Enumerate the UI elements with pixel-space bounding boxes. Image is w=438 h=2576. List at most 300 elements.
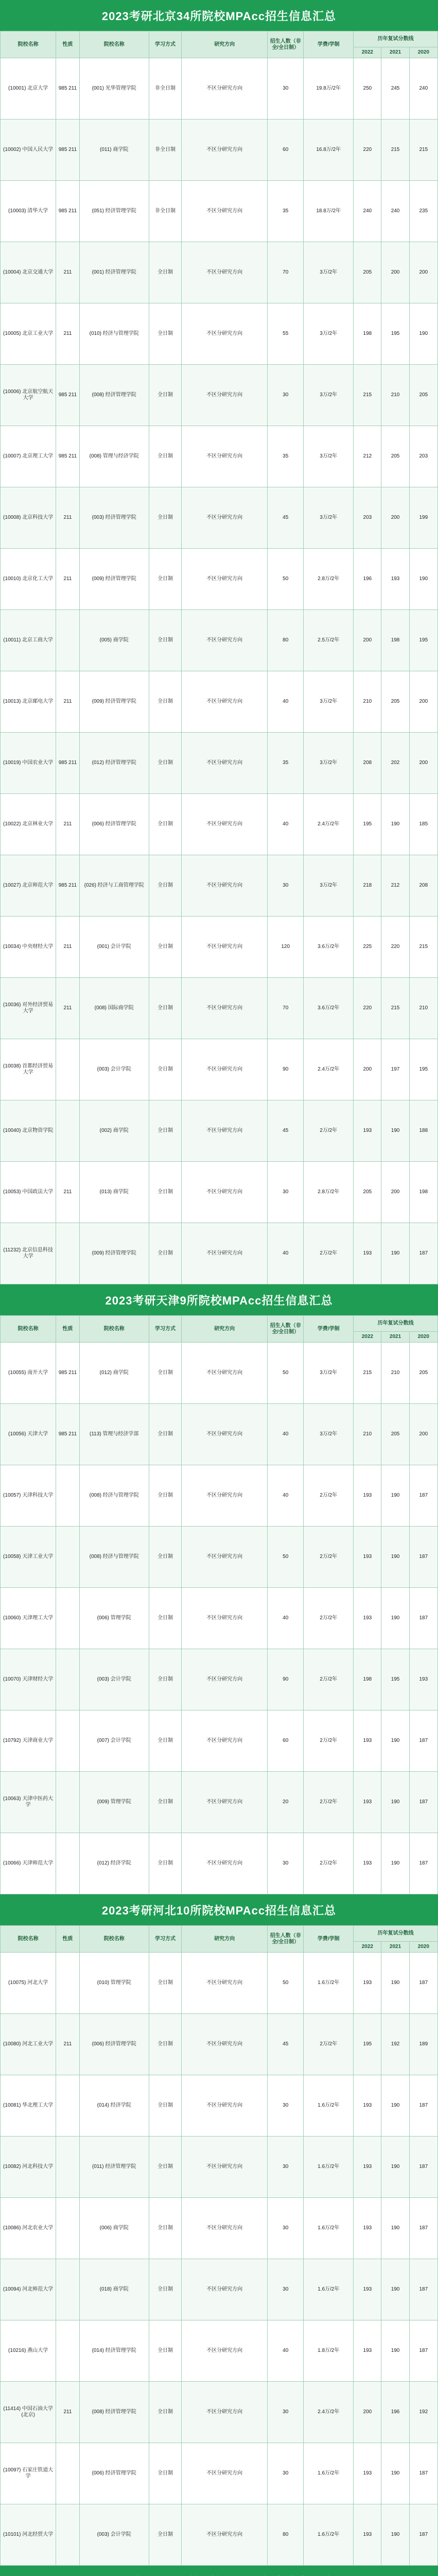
cell-level: 985 211 (56, 733, 79, 794)
cell-2020: 205 (409, 1343, 437, 1404)
table-row (1, 181, 438, 242)
cell-2022: 195 (354, 2014, 381, 2075)
cell-mode: 全日制 (149, 549, 181, 610)
cell-2020: 187 (409, 1465, 437, 1527)
cell-school: (10036) 对外经济贸易大学 (1, 978, 56, 1039)
cell-level: 985 211 (56, 120, 79, 181)
cell-2022: 200 (354, 2382, 381, 2443)
cell-tuition: 3万/2年 (304, 671, 354, 733)
cell-plan: 45 (268, 487, 304, 549)
cell-2020: 240 (409, 58, 437, 120)
cell-mode: 全日制 (149, 242, 181, 303)
cell-mode: 全日制 (149, 2504, 181, 2566)
cell-direction: 不区分研究方向 (182, 242, 268, 303)
cell-tuition: 1.8万/2年 (304, 2320, 354, 2382)
table-body (1, 1953, 438, 2566)
table-row (1, 733, 438, 794)
cell-mode: 全日制 (149, 2137, 181, 2198)
cell-2022: 193 (354, 1772, 381, 1833)
cell-college: (018) 商学院 (79, 2259, 149, 2320)
cell-2020: 210 (409, 978, 437, 1039)
cell-2020: 215 (409, 917, 437, 978)
cell-plan: 35 (268, 181, 304, 242)
cell-school: (10086) 河北农业大学 (1, 2198, 56, 2259)
cell-college: (006) 商学院 (79, 2198, 149, 2259)
cell-tuition: 16.8万/2年 (304, 120, 354, 181)
cell-tuition: 1.6万/2年 (304, 2443, 354, 2504)
cell-college: (012) 经济学院 (79, 1833, 149, 1894)
cell-school: (10008) 北京科技大学 (1, 487, 56, 549)
cell-2022: 193 (354, 2198, 381, 2259)
cell-mode: 全日制 (149, 2075, 181, 2137)
col-mode: 学习方式 (149, 1316, 181, 1343)
cell-mode: 全日制 (149, 794, 181, 855)
cell-level (56, 1100, 79, 1162)
cell-school: (10097) 石家庄铁道大学 (1, 2443, 56, 2504)
cell-2020: 187 (409, 2198, 437, 2259)
cell-2021: 190 (381, 1710, 409, 1772)
cell-mode: 全日制 (149, 917, 181, 978)
cell-level: 211 (56, 671, 79, 733)
cell-mode: 全日制 (149, 671, 181, 733)
cell-level (56, 1039, 79, 1100)
cell-level: 211 (56, 917, 79, 978)
cell-school: (10005) 北京工业大学 (1, 303, 56, 365)
cell-college: (012) 商学院 (79, 1343, 149, 1404)
cell-direction: 不区分研究方向 (182, 181, 268, 242)
cell-level (56, 2198, 79, 2259)
table-row (1, 1953, 438, 2014)
cell-level: 985 211 (56, 426, 79, 487)
cell-plan: 50 (268, 1343, 304, 1404)
cell-plan: 30 (268, 58, 304, 120)
cell-2021: 200 (381, 487, 409, 549)
cell-direction: 不区分研究方向 (182, 2198, 268, 2259)
cell-2021: 192 (381, 2014, 409, 2075)
col-2022: 2022 (354, 47, 381, 58)
cell-college: (008) 国际商学院 (79, 978, 149, 1039)
cell-college: (003) 会计学院 (79, 2504, 149, 2566)
cell-mode: 全日制 (149, 1527, 181, 1588)
col-2020: 2020 (409, 1942, 437, 1953)
cell-direction: 不区分研究方向 (182, 1833, 268, 1894)
cell-2022: 196 (354, 549, 381, 610)
cell-2022: 215 (354, 365, 381, 426)
table-row (1, 242, 438, 303)
cell-level: 985 211 (56, 1404, 79, 1465)
cell-2022: 198 (354, 1649, 381, 1710)
region-section (0, 2566, 438, 2576)
cell-direction: 不区分研究方向 (182, 671, 268, 733)
cell-plan: 40 (268, 1404, 304, 1465)
col-direction: 研究方向 (182, 31, 268, 58)
cell-plan: 80 (268, 2504, 304, 2566)
cell-direction: 不区分研究方向 (182, 2259, 268, 2320)
cell-2020: 187 (409, 2075, 437, 2137)
cell-college: (006) 经济管理学院 (79, 2014, 149, 2075)
cell-2022: 193 (354, 1223, 381, 1284)
cell-level: 985 211 (56, 365, 79, 426)
cell-tuition: 3万/2年 (304, 242, 354, 303)
table-row (1, 1710, 438, 1772)
table-row (1, 2259, 438, 2320)
cell-level (56, 2320, 79, 2382)
cell-direction: 不区分研究方向 (182, 1162, 268, 1223)
cell-college: (002) 商学院 (79, 1100, 149, 1162)
cell-2021: 190 (381, 2320, 409, 2382)
cell-2020: 235 (409, 181, 437, 242)
cell-level: 211 (56, 549, 79, 610)
cell-2020: 187 (409, 2137, 437, 2198)
cell-level (56, 1527, 79, 1588)
col-school: 院校名称 (1, 1926, 56, 1953)
cell-2020: 185 (409, 794, 437, 855)
cell-mode: 全日制 (149, 1588, 181, 1649)
section-title (0, 2566, 438, 2576)
cell-direction: 不区分研究方向 (182, 794, 268, 855)
cell-plan: 30 (268, 1162, 304, 1223)
cell-college: (011) 经济管理学院 (79, 2137, 149, 2198)
cell-2022: 193 (354, 2075, 381, 2137)
cell-plan: 50 (268, 549, 304, 610)
col-score: 历年复试分数线 (354, 1926, 438, 1942)
cell-2021: 190 (381, 1833, 409, 1894)
cell-direction: 不区分研究方向 (182, 549, 268, 610)
cell-college: (113) 管理与经济学部 (79, 1404, 149, 1465)
cell-2021: 215 (381, 120, 409, 181)
cell-direction: 不区分研究方向 (182, 1649, 268, 1710)
cell-plan: 30 (268, 2443, 304, 2504)
cell-2022: 218 (354, 855, 381, 917)
cell-2021: 198 (381, 610, 409, 671)
cell-plan: 40 (268, 1588, 304, 1649)
cell-2020: 187 (409, 2443, 437, 2504)
cell-2020: 200 (409, 242, 437, 303)
cell-direction: 不区分研究方向 (182, 365, 268, 426)
table-body (1, 1343, 438, 1894)
col-score: 历年复试分数线 (354, 1316, 438, 1332)
cell-college: (008) 经济与管理学院 (79, 1465, 149, 1527)
cell-tuition: 1.6万/2年 (304, 2075, 354, 2137)
cell-college: (006) 经济管理学院 (79, 2443, 149, 2504)
cell-level (56, 1953, 79, 2014)
cell-2021: 190 (381, 1465, 409, 1527)
cell-tuition: 2万/2年 (304, 1223, 354, 1284)
cell-2020: 187 (409, 1710, 437, 1772)
cell-tuition: 2万/2年 (304, 2014, 354, 2075)
cell-school: (10063) 天津中医药大学 (1, 1772, 56, 1833)
cell-2021: 220 (381, 917, 409, 978)
cell-2020: 187 (409, 1588, 437, 1649)
cell-tuition: 2.5万/2年 (304, 610, 354, 671)
cell-2022: 193 (354, 1100, 381, 1162)
cell-plan: 30 (268, 2198, 304, 2259)
cell-tuition: 3万/2年 (304, 487, 354, 549)
table-body (1, 58, 438, 1284)
cell-school: (10075) 河北大学 (1, 1953, 56, 2014)
cell-2022: 193 (354, 1833, 381, 1894)
cell-direction: 不区分研究方向 (182, 1772, 268, 1833)
cell-direction: 不区分研究方向 (182, 1710, 268, 1772)
cell-2021: 205 (381, 426, 409, 487)
cell-level (56, 1465, 79, 1527)
cell-level (56, 2443, 79, 2504)
cell-plan: 40 (268, 1465, 304, 1527)
cell-college: (008) 管理与经济学院 (79, 426, 149, 487)
col-mode: 学习方式 (149, 31, 181, 58)
cell-direction: 不区分研究方向 (182, 2075, 268, 2137)
cell-college: (006) 管理学院 (79, 1588, 149, 1649)
cell-2020: 187 (409, 2320, 437, 2382)
cell-2022: 225 (354, 917, 381, 978)
cell-plan: 40 (268, 1223, 304, 1284)
table-row (1, 1100, 438, 1162)
cell-level: 211 (56, 794, 79, 855)
cell-2022: 193 (354, 1953, 381, 2014)
cell-tuition: 2万/2年 (304, 1100, 354, 1162)
table-row (1, 2014, 438, 2075)
cell-level (56, 610, 79, 671)
cell-school: (10792) 天津商业大学 (1, 1710, 56, 1772)
cell-2022: 203 (354, 487, 381, 549)
cell-plan: 120 (268, 917, 304, 978)
cell-2022: 193 (354, 2137, 381, 2198)
cell-school: (10040) 北京物资学院 (1, 1100, 56, 1162)
table-row (1, 1039, 438, 1100)
cell-mode: 全日制 (149, 1039, 181, 1100)
region-section (0, 1284, 438, 1894)
cell-mode: 非全日制 (149, 181, 181, 242)
col-2020: 2020 (409, 47, 437, 58)
cell-plan: 90 (268, 1039, 304, 1100)
table-row (1, 303, 438, 365)
cell-2020: 187 (409, 2504, 437, 2566)
table-row (1, 1404, 438, 1465)
cell-direction: 不区分研究方向 (182, 303, 268, 365)
cell-plan: 90 (268, 1649, 304, 1710)
cell-college: (003) 会计学院 (79, 1039, 149, 1100)
cell-mode: 全日制 (149, 2443, 181, 2504)
cell-college: (003) 会计学院 (79, 1649, 149, 1710)
col-plan: 招生人数（非全/全日制） (268, 31, 304, 58)
cell-2021: 195 (381, 1649, 409, 1710)
cell-2020: 187 (409, 2259, 437, 2320)
cell-2022: 195 (354, 794, 381, 855)
cell-direction: 不区分研究方向 (182, 1404, 268, 1465)
cell-tuition: 1.6万/2年 (304, 1953, 354, 2014)
cell-tuition: 2.8万/2年 (304, 549, 354, 610)
cell-level: 211 (56, 303, 79, 365)
cell-2021: 202 (381, 733, 409, 794)
col-level: 性质 (56, 1926, 79, 1953)
cell-2021: 200 (381, 242, 409, 303)
cell-school: (10027) 北京师范大学 (1, 855, 56, 917)
col-level: 性质 (56, 31, 79, 58)
cell-plan: 30 (268, 855, 304, 917)
cell-mode: 全日制 (149, 426, 181, 487)
cell-direction: 不区分研究方向 (182, 2014, 268, 2075)
cell-2022: 220 (354, 120, 381, 181)
cell-mode: 全日制 (149, 1833, 181, 1894)
table-row (1, 1588, 438, 1649)
col-2022: 2022 (354, 1332, 381, 1343)
cell-tuition: 3万/2年 (304, 733, 354, 794)
cell-school: (10038) 首都经济贸易大学 (1, 1039, 56, 1100)
cell-2020: 193 (409, 1649, 437, 1710)
cell-2022: 250 (354, 58, 381, 120)
cell-tuition: 3.6万/2年 (304, 978, 354, 1039)
cell-school: (10066) 天津师范大学 (1, 1833, 56, 1894)
cell-2022: 205 (354, 1162, 381, 1223)
col-score: 历年复试分数线 (354, 31, 438, 47)
table-row (1, 2382, 438, 2443)
table-row (1, 671, 438, 733)
cell-2021: 190 (381, 1588, 409, 1649)
cell-level: 985 211 (56, 855, 79, 917)
cell-college: (009) 经济管理学院 (79, 671, 149, 733)
cell-mode: 全日制 (149, 303, 181, 365)
cell-2021: 205 (381, 1404, 409, 1465)
cell-2021: 200 (381, 1162, 409, 1223)
table-row (1, 426, 438, 487)
cell-2021: 190 (381, 2259, 409, 2320)
cell-2020: 215 (409, 120, 437, 181)
cell-2021: 190 (381, 2137, 409, 2198)
cell-college: (001) 经济管理学院 (79, 242, 149, 303)
col-plan: 招生人数（非全/全日制） (268, 1926, 304, 1953)
cell-plan: 30 (268, 2075, 304, 2137)
table-row (1, 917, 438, 978)
cell-2020: 187 (409, 1833, 437, 1894)
col-direction: 研究方向 (182, 1316, 268, 1343)
col-2021: 2021 (381, 1332, 409, 1343)
cell-2021: 215 (381, 978, 409, 1039)
cell-level (56, 2075, 79, 2137)
cell-mode: 非全日制 (149, 120, 181, 181)
cell-plan: 40 (268, 2320, 304, 2382)
col-level: 性质 (56, 1316, 79, 1343)
cell-school: (10053) 中国政法大学 (1, 1162, 56, 1223)
cell-school: (10080) 河北工业大学 (1, 2014, 56, 2075)
section-title: 2023考研北京34所院校MPAcc招生信息汇总 (0, 0, 438, 31)
cell-2022: 193 (354, 1710, 381, 1772)
table-row (1, 978, 438, 1039)
cell-school: (10060) 天津理工大学 (1, 1588, 56, 1649)
cell-tuition: 2万/2年 (304, 1649, 354, 1710)
cell-direction: 不区分研究方向 (182, 1465, 268, 1527)
cell-college: (010) 经济与管理学院 (79, 303, 149, 365)
cell-2022: 200 (354, 610, 381, 671)
cell-school: (10056) 天津大学 (1, 1404, 56, 1465)
cell-mode: 全日制 (149, 1465, 181, 1527)
cell-tuition: 2万/2年 (304, 1465, 354, 1527)
cell-plan: 30 (268, 365, 304, 426)
table-row (1, 794, 438, 855)
table-row (1, 1465, 438, 1527)
table-row (1, 549, 438, 610)
cell-mode: 全日制 (149, 2259, 181, 2320)
cell-direction: 不区分研究方向 (182, 978, 268, 1039)
cell-mode: 全日制 (149, 2014, 181, 2075)
cell-college: (003) 经济管理学院 (79, 487, 149, 549)
cell-level: 211 (56, 487, 79, 549)
cell-mode: 全日制 (149, 1710, 181, 1772)
cell-2021: 190 (381, 1953, 409, 2014)
cell-mode: 全日制 (149, 1404, 181, 1465)
cell-2021: 212 (381, 855, 409, 917)
cell-2022: 215 (354, 1343, 381, 1404)
cell-school: (10094) 河北师范大学 (1, 2259, 56, 2320)
table-row (1, 120, 438, 181)
cell-level: 985 211 (56, 181, 79, 242)
cell-college: (001) 会计学院 (79, 917, 149, 978)
cell-tuition: 2.8万/2年 (304, 1162, 354, 1223)
cell-2021: 190 (381, 1100, 409, 1162)
cell-college: (006) 经济管理学院 (79, 794, 149, 855)
col-school: 院校名称 (1, 31, 56, 58)
cell-2021: 190 (381, 2443, 409, 2504)
table-row (1, 2137, 438, 2198)
cell-level (56, 2504, 79, 2566)
cell-plan: 30 (268, 1833, 304, 1894)
cell-direction: 不区分研究方向 (182, 855, 268, 917)
cell-2022: 193 (354, 2504, 381, 2566)
cell-mode: 全日制 (149, 1162, 181, 1223)
cell-2022: 193 (354, 1465, 381, 1527)
cell-plan: 80 (268, 610, 304, 671)
table-row (1, 2504, 438, 2566)
cell-direction: 不区分研究方向 (182, 2504, 268, 2566)
cell-mode: 全日制 (149, 365, 181, 426)
cell-school: (10013) 北京邮电大学 (1, 671, 56, 733)
table-row (1, 2075, 438, 2137)
cell-plan: 30 (268, 2259, 304, 2320)
cell-2022: 220 (354, 978, 381, 1039)
cell-plan: 60 (268, 1710, 304, 1772)
cell-2021: 210 (381, 1343, 409, 1404)
cell-school: (11414) 中国石油大学(北京) (1, 2382, 56, 2443)
cell-direction: 不区分研究方向 (182, 1953, 268, 2014)
col-2021: 2021 (381, 1942, 409, 1953)
cell-tuition: 2万/2年 (304, 1833, 354, 1894)
cell-tuition: 3.6万/2年 (304, 917, 354, 978)
cell-school: (10058) 天津工业大学 (1, 1527, 56, 1588)
cell-direction: 不区分研究方向 (182, 2443, 268, 2504)
cell-direction: 不区分研究方向 (182, 610, 268, 671)
cell-tuition: 3万/2年 (304, 365, 354, 426)
cell-level (56, 1223, 79, 1284)
cell-2020: 205 (409, 365, 437, 426)
cell-2021: 245 (381, 58, 409, 120)
cell-school: (10055) 南开大学 (1, 1343, 56, 1404)
cell-tuition: 3万/2年 (304, 303, 354, 365)
cell-level (56, 1772, 79, 1833)
cell-2022: 193 (354, 2320, 381, 2382)
cell-mode: 全日制 (149, 978, 181, 1039)
cell-school: (10081) 华北理工大学 (1, 2075, 56, 2137)
table-row (1, 2198, 438, 2259)
col-plan: 招生人数（非全/全日制） (268, 1316, 304, 1343)
cell-plan: 35 (268, 426, 304, 487)
cell-2021: 193 (381, 549, 409, 610)
cell-2022: 240 (354, 181, 381, 242)
cell-school: (10082) 河北科技大学 (1, 2137, 56, 2198)
cell-tuition: 2万/2年 (304, 1710, 354, 1772)
cell-direction: 不区分研究方向 (182, 1588, 268, 1649)
cell-school: (10019) 中国农业大学 (1, 733, 56, 794)
cell-plan: 40 (268, 794, 304, 855)
cell-plan: 60 (268, 120, 304, 181)
